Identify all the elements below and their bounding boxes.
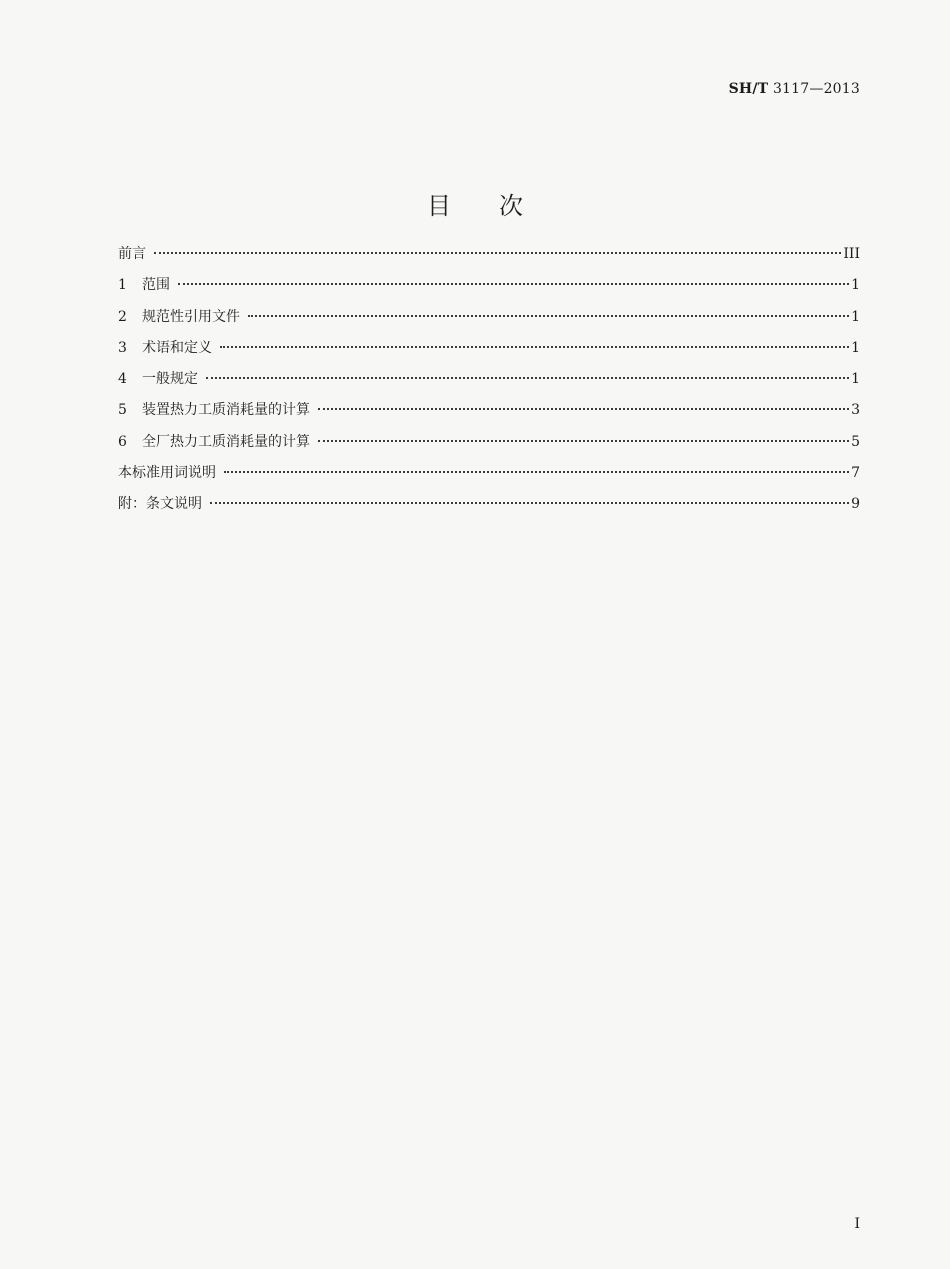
toc-entry-scope[interactable] <box>118 274 860 305</box>
dot-leader <box>224 470 849 473</box>
toc-entry-label: 一般规定 <box>142 371 198 388</box>
document-code-number: 3117—2013 <box>772 81 860 97</box>
table-of-contents <box>118 243 860 525</box>
toc-entry-page: 7 <box>851 465 860 482</box>
toc-entry-page: III <box>843 246 860 262</box>
toc-entry-number: 5 <box>118 402 127 419</box>
dot-leader <box>206 376 849 379</box>
dot-leader <box>318 407 849 410</box>
toc-entry-label: 附：条文说明 <box>118 496 202 513</box>
dot-leader <box>318 439 849 442</box>
toc-entry-label: 规范性引用文件 <box>142 308 240 325</box>
dot-leader <box>248 314 849 317</box>
toc-entry-number: 1 <box>118 277 127 294</box>
toc-entry-plant-calculation[interactable] <box>118 431 860 462</box>
toc-entry-page: 1 <box>851 308 860 325</box>
toc-entry-page: 9 <box>851 496 860 513</box>
toc-entry-terms-definitions[interactable] <box>118 337 860 368</box>
toc-entry-label: 范围 <box>142 277 170 294</box>
toc-entry-label: 术语和定义 <box>142 339 212 356</box>
toc-entry-number: 3 <box>118 339 127 356</box>
document-code <box>729 81 860 97</box>
dot-leader <box>154 251 841 254</box>
toc-entry-unit-calculation[interactable] <box>118 399 860 430</box>
toc-entry-label: 全厂热力工质消耗量的计算 <box>142 433 310 450</box>
dot-leader <box>210 501 849 504</box>
toc-entry-label: 装置热力工质消耗量的计算 <box>142 402 310 419</box>
page-number: I <box>854 1216 860 1232</box>
toc-entry-label: 本标准用词说明 <box>118 465 216 482</box>
toc-entry-page: 3 <box>851 402 860 419</box>
toc-entry-label: 前言 <box>118 246 146 262</box>
toc-entry-general-provisions[interactable] <box>118 368 860 399</box>
toc-entry-normative-references[interactable] <box>118 306 860 337</box>
dot-leader <box>178 282 849 285</box>
toc-entry-number: 4 <box>118 371 127 388</box>
toc-entry-page: 5 <box>851 433 860 450</box>
document-code-prefix: SH/T <box>728 81 769 97</box>
page-title: 目次 <box>427 192 571 221</box>
toc-entry-page: 1 <box>851 371 860 388</box>
toc-entry-number: 2 <box>118 308 127 325</box>
toc-entry-foreword[interactable] <box>118 243 860 274</box>
toc-entry-clause-explanation[interactable] <box>118 493 860 524</box>
dot-leader <box>220 345 849 348</box>
toc-entry-page: 1 <box>851 277 860 294</box>
toc-entry-page: 1 <box>851 339 860 356</box>
toc-entry-wording-explanation[interactable] <box>118 462 860 493</box>
toc-entry-number: 6 <box>118 433 127 450</box>
